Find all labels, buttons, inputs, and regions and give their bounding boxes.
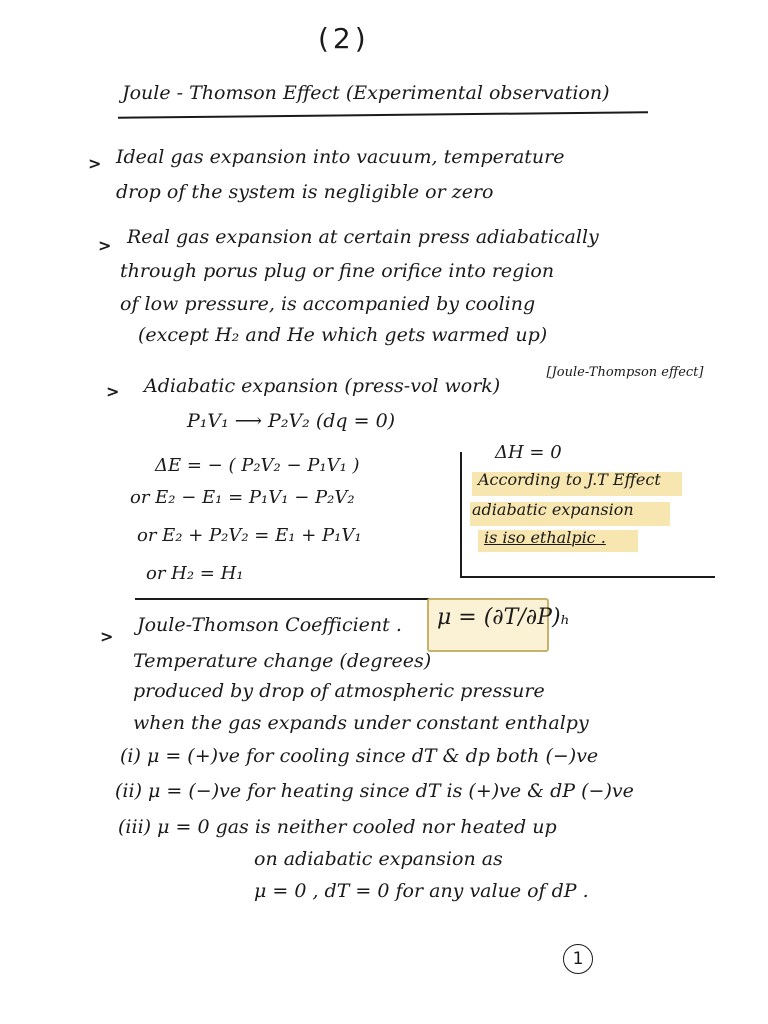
bullet-marker: >	[106, 382, 120, 401]
point-1-line-1: Ideal gas expansion into vacuum, temperature	[116, 146, 565, 168]
footer-page-number: 1	[563, 944, 593, 974]
bullet-marker: >	[88, 154, 102, 173]
equation-2: or E₂ − E₁ = P₁V₁ − P₂V₂	[130, 487, 355, 508]
case-1: (i) μ = (+)ve for cooling since dT & dp both (−)ve	[120, 745, 599, 767]
point-2-line-1: Real gas expansion at certain press adiabatically	[127, 226, 599, 248]
point-3-line-2: P₁V₁ ⟶ P₂V₂ (dq = 0)	[187, 410, 396, 432]
point-2-line-2: through porus plug or fine orifice into region	[120, 260, 555, 282]
section-rule	[135, 598, 455, 600]
delta-h-zero: ΔH = 0	[495, 442, 562, 463]
point-2-line-4: (except H₂ and He which gets warmed up)	[138, 324, 548, 346]
side-note-divider	[460, 452, 462, 577]
point-2-line-3: of low pressure, is accompanied by cooling	[120, 293, 536, 315]
side-note-line-1: According to J.T Effect	[478, 470, 661, 489]
side-note-line-2: adiabatic expansion	[472, 500, 634, 519]
definition-line-3: when the gas expands under constant enthalpy	[133, 712, 589, 734]
page-number: (2)	[318, 22, 370, 55]
case-3-cont-2: μ = 0 , dT = 0 for any value of dP .	[254, 880, 589, 902]
joule-thompson-note: [Joule-Thompson effect]	[546, 365, 704, 380]
point-3-line-1: Adiabatic expansion (press-vol work)	[144, 375, 501, 397]
title-underline	[118, 111, 648, 118]
case-2: (ii) μ = (−)ve for heating since dT is (+)ve & dP (−)ve	[115, 780, 634, 802]
page-title: Joule - Thomson Effect (Experimental observation)	[122, 82, 610, 104]
case-3: (iii) μ = 0 gas is neither cooled nor heated up	[118, 816, 557, 838]
coefficient-label: Joule-Thomson Coefficient .	[137, 614, 402, 636]
equation-4: or H₂ = H₁	[146, 563, 244, 584]
equation-3: or E₂ + P₂V₂ = E₁ + P₁V₁	[137, 525, 362, 546]
point-1-line-2: drop of the system is negligible or zero	[116, 181, 494, 203]
bullet-marker: >	[98, 236, 112, 255]
definition-line-2: produced by drop of atmospheric pressure	[133, 680, 545, 702]
case-3-cont-1: on adiabatic expansion as	[254, 848, 503, 870]
side-note-bottom-rule	[460, 576, 715, 578]
definition-line-1: Temperature change (degrees)	[133, 650, 432, 672]
side-note-line-3: is iso ethalpic .	[484, 528, 606, 547]
bullet-marker: >	[100, 627, 114, 646]
coefficient-formula: μ = (∂T/∂P)ₕ	[437, 605, 571, 630]
equation-1: ΔE = − ( P₂V₂ − P₁V₁ )	[155, 455, 360, 476]
